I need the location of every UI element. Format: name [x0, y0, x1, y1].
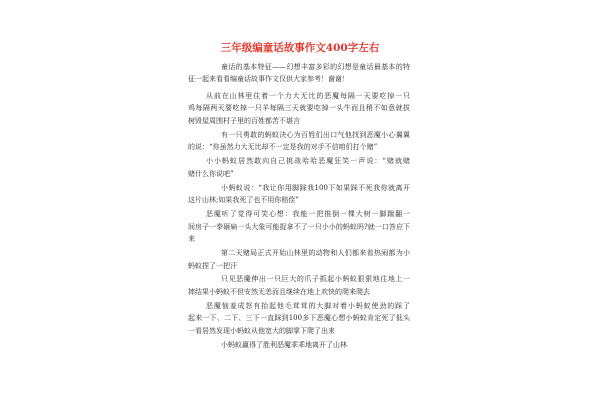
paragraph-line: 有一只勇敢的蚂蚁决心为百姓们出口气他找到恶魔小心翼翼: [221, 130, 410, 139]
paragraph-8: [188, 273, 410, 298]
paragraph-4: [188, 155, 410, 180]
paragraph-5: [188, 182, 410, 207]
paragraph-line: 起来一下、二下、三下一直踩到100多下恶魔心想小蚂蚁肯定死了低头: [188, 314, 410, 323]
paragraph-line: 蚂蚁捏了一把汗: [188, 261, 237, 270]
paragraph-line: 恶魔恼羞成怒有抬起他毛茸茸的大脚对着小蚂蚁使劲的踩了: [206, 301, 410, 310]
paragraph-line: 征一起来看看编童话故事作文仅供大家参考！谢谢！: [188, 75, 349, 84]
paragraph-line: 摔结果小蚂蚁不但安然无恙而且继续在地上欢快的爬来爬去: [188, 287, 370, 296]
paragraph-10: [188, 339, 410, 352]
paragraph-line: 小蚂蚁赢得了胜利恶魔乖乖地离开了山林: [221, 340, 347, 349]
paragraph-line: 童话的基本特征——幻想丰富多彩的幻想是童话最基本的特: [221, 62, 410, 71]
paragraph-line: 来: [188, 235, 195, 244]
paragraph-line: 鸡每隔两天要吃掉一只羊每隔三天就要吃掉一头牛而且稍不如意就拔: [188, 104, 410, 113]
paragraph-line: 第二天赌局正式开始山林里的动物和人们都来看热闹都为小: [221, 248, 410, 257]
paragraph-1: [188, 61, 410, 86]
paragraph-3: [188, 129, 410, 154]
paragraph-2: [188, 90, 410, 128]
paragraph-line: 树毁屋周围村子里的百姓都苦不堪言: [188, 117, 300, 126]
paragraph-line: 赌什么你说吧”: [188, 169, 234, 178]
paragraph-line: 小小蚂蚁居然敢向自己挑战哈哈恶魔狂笑一声说：“赌就赌: [206, 157, 410, 166]
paragraph-line: 间房子一拳砸扁一头大象可能捉拿不了一只小小的蚂蚁吗?就一口答应下: [188, 222, 410, 231]
paragraph-9: [188, 300, 410, 338]
paragraph-line: 的说：“你虽然力大无比却不一定是我的对手不信咱们打个赌”: [188, 143, 378, 152]
document-body: [188, 61, 410, 353]
paragraph-line: 从前在山林里住着一个力大无比的恶魔每隔一天要吃掉一只: [206, 91, 410, 100]
paragraph-line: 只见恶魔伸出一只巨大的爪子抓起小蚂蚁狠狠地往地上一: [221, 275, 410, 284]
paragraph-6: [188, 208, 410, 246]
paragraph-line: 这片山林;如果我死了也不用你赔偿”: [188, 196, 299, 205]
paragraph-7: [188, 247, 410, 272]
paragraph-line: 小蚂蚁说：“我让你用脚踩我100下如果踩不死我你就离开: [221, 183, 410, 192]
paragraph-line: 恶魔听了觉得可笑心想：我能一把推倒一棵大树一脚踹翻一: [206, 209, 410, 218]
document-title: 三年级编童话故事作文400字左右: [220, 42, 380, 54]
paragraph-line: 一看居然发现小蚂蚁从他宽大的脚掌下爬了出来: [188, 326, 335, 335]
